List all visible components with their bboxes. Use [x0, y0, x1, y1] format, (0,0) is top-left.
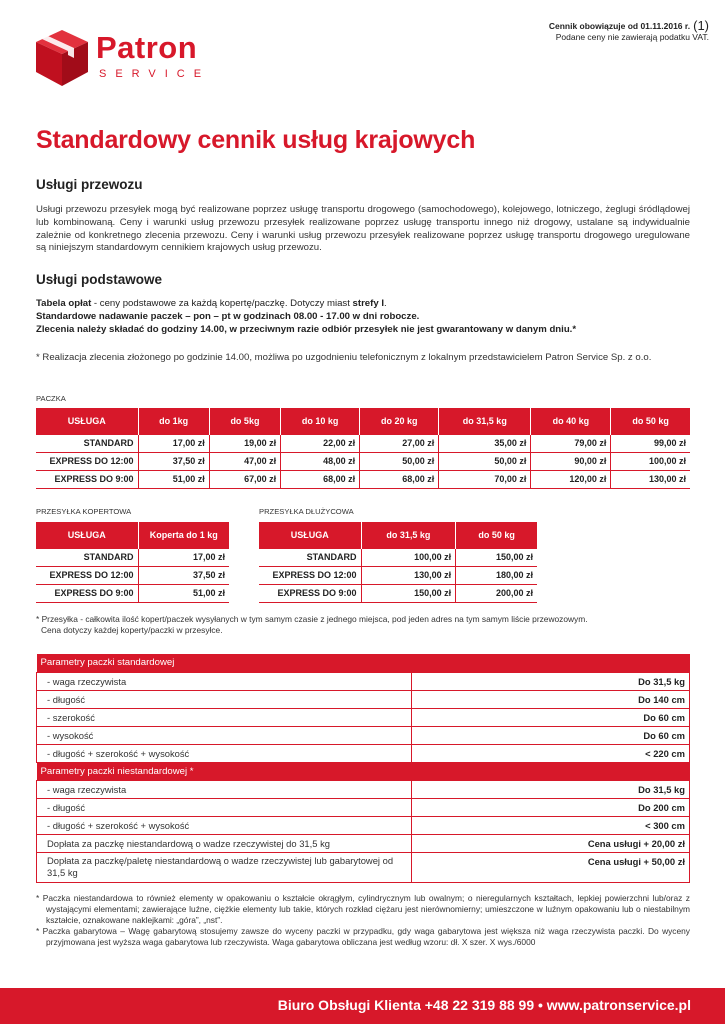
table-row	[37, 852, 690, 882]
cell: 51,00 zł	[138, 584, 229, 602]
col-header: do 10 kg	[281, 408, 360, 434]
shipment-note-line2: Cena dotyczy każdej koperty/paczki w przesyłce.	[41, 624, 223, 635]
table-row	[36, 566, 229, 584]
table-row	[37, 708, 690, 726]
table-row	[259, 566, 537, 584]
table-row	[37, 798, 690, 816]
cell: 150,00 zł	[361, 584, 456, 602]
table-row	[259, 548, 537, 566]
cell: STANDARD	[36, 548, 138, 566]
table-row	[259, 584, 537, 602]
cell: 27,00 zł	[360, 434, 439, 452]
brand-sub: SERVICE	[99, 68, 211, 80]
param-label: - wysokość	[37, 726, 412, 744]
col-header: do 5kg	[209, 408, 280, 434]
parcel-label: PACZKA	[36, 394, 66, 403]
table-row	[37, 726, 690, 744]
param-value: Do 60 cm	[412, 726, 690, 744]
cell: 17,00 zł	[138, 548, 229, 566]
cell: 68,00 zł	[281, 470, 360, 488]
cell: 120,00 zł	[531, 470, 611, 488]
table-row	[36, 548, 229, 566]
footer-bar	[0, 988, 725, 1024]
param-value: Do 31,5 kg	[412, 672, 690, 690]
order-deadline: Zlecenia należy składać do godziny 14.00, w przeciwnym razie odbiór przesyłek nie jest gwarantowany w danym dniu.*	[36, 323, 577, 335]
col-header: USŁUGA	[36, 522, 138, 548]
section-header	[37, 654, 690, 672]
parcel-price-table	[36, 408, 690, 489]
envelope-price-table	[36, 522, 229, 603]
cell: 99,00 zł	[611, 434, 690, 452]
cell: 37,50 zł	[138, 452, 209, 470]
table-row	[36, 452, 690, 470]
param-label: - długość + szerokość + wysokość	[37, 744, 412, 762]
long-price-table	[259, 522, 537, 603]
cell: 130,00 zł	[361, 566, 456, 584]
vat-note: Podane ceny nie zawierają podatku VAT.	[555, 32, 709, 42]
col-header: USŁUGA	[36, 408, 138, 434]
cell: 90,00 zł	[531, 452, 611, 470]
cell: STANDARD	[36, 434, 138, 452]
envelope-label: PRZESYŁKA KOPERTOWA	[36, 507, 132, 516]
footnotes	[36, 893, 690, 948]
zone-label: strefy I	[352, 298, 385, 309]
param-label: - długość	[37, 690, 412, 708]
transport-text: Usługi przewozu przesyłek mogą być realizowane poprzez usługę transportu drogowego (samochodowego), kolejowego, lotniczego, żeglugi śródlądowej lub kombinowaną. Ceny i warunki usług przewozu przesyłek realizowane poprzez usługę transportu innego niż drogowy, ustalane są indywidualnie zależnie od konkretnego zlecenia przewozu. Ceny i warunki usług przewozu przesyłek realizowane poprzez usługę transportu drogowego uregulowane są niniejszym standardowym cennikiem krajowych usług przewozu.	[36, 204, 690, 254]
cell: 48,00 zł	[281, 452, 360, 470]
param-label: - waga rzeczywista	[37, 780, 412, 798]
footer-contact: Biuro Obsługi Klienta +48 22 319 88 99 • www.patronservice.pl	[277, 997, 691, 1013]
cell: 100,00 zł	[361, 548, 456, 566]
cell: 79,00 zł	[531, 434, 611, 452]
col-header: USŁUGA	[259, 522, 361, 548]
param-label: - waga rzeczywista	[37, 672, 412, 690]
cell: 51,00 zł	[138, 470, 209, 488]
cell: 180,00 zł	[456, 566, 537, 584]
table-row	[37, 780, 690, 798]
cell: 17,00 zł	[138, 434, 209, 452]
shipment-note	[36, 614, 588, 636]
cell: 68,00 zł	[360, 470, 439, 488]
cell: 100,00 zł	[611, 452, 690, 470]
col-header: do 1kg	[138, 408, 209, 434]
table-row	[36, 584, 229, 602]
dimensional-weight-footnote: * Paczka gabarytowa – Wagę gabarytową stosujemy zawsze do wyceny paczki w przypadku, gdy waga gabarytowa jest większa niż waga rzeczywista paczki. Do wyceny przyjmowana jest wyższa waga gabarytowa lub rzeczywista. Waga gabarytowa obliczana jest według wzoru: dł. X szer. X wys./6000	[36, 926, 690, 947]
surcharge-value: Cena usługi + 20,00 zł	[412, 834, 690, 852]
surcharge-value: Cena usługi + 50,00 zł	[412, 852, 690, 882]
param-label: - długość	[37, 798, 412, 816]
shipment-note-line1: * Przesyłka - całkowita ilość kopert/paczek wysyłanych w tym samym czasie z jednego miejsca, pod jeden adres na tym samym liściе przewozowym.	[36, 614, 588, 624]
param-value: Do 31,5 kg	[412, 780, 690, 798]
page-title: Standardowy cennik usług krajowych	[36, 126, 476, 154]
col-header: do 31,5 kg	[439, 408, 531, 434]
param-label: - szerokość	[37, 708, 412, 726]
table-row	[37, 672, 690, 690]
col-header: do 50 kg	[611, 408, 690, 434]
surcharge-label: Dopłata za paczkę/paletę niestandardową o wadze rzeczywistej lub gabarytowej od 31,5 kg	[37, 852, 412, 882]
cell: 50,00 zł	[360, 452, 439, 470]
transport-heading: Usługi przewozu	[36, 177, 143, 192]
table-row	[37, 744, 690, 762]
parcel-parameters-table	[36, 654, 690, 883]
cell: EXPRESS DO 12:00	[259, 566, 361, 584]
cell: 150,00 zł	[456, 548, 537, 566]
cell: STANDARD	[259, 548, 361, 566]
cell: 70,00 zł	[439, 470, 531, 488]
cell: 37,50 zł	[138, 566, 229, 584]
sending-hours: Standardowe nadawanie paczek – pon – pt w godzinach 08.00 - 17.00 w dni robocze.	[36, 310, 420, 322]
param-label: - długość + szerokość + wysokość	[37, 816, 412, 834]
fees-desc: - ceny podstawowe za każdą kopertę/paczkę. Dotyczy miast	[91, 298, 353, 309]
long-label: PRZESYŁKA DŁUŻYCOWA	[259, 507, 354, 516]
cell: 130,00 zł	[611, 470, 690, 488]
table-row	[37, 834, 690, 852]
fees-end: .	[384, 298, 387, 309]
col-header: do 31,5 kg	[361, 522, 456, 548]
param-value: < 220 cm	[412, 744, 690, 762]
cell: EXPRESS DO 9:00	[36, 584, 138, 602]
standard-params-title: Parametry paczki standardowej	[37, 654, 690, 672]
col-header: do 40 kg	[531, 408, 611, 434]
page-number: (1)	[693, 18, 709, 33]
validity-note	[549, 20, 709, 43]
param-value: Do 200 cm	[412, 798, 690, 816]
cell: 50,00 zł	[439, 452, 531, 470]
cell: 47,00 zł	[209, 452, 280, 470]
cell: 35,00 zł	[439, 434, 531, 452]
param-value: < 300 cm	[412, 816, 690, 834]
basic-info	[36, 298, 690, 336]
basic-heading: Usługi podstawowe	[36, 272, 163, 287]
fees-label: Tabela opłat	[36, 298, 92, 309]
col-header: do 50 kg	[456, 522, 537, 548]
section-header	[37, 762, 690, 780]
cell: EXPRESS DO 9:00	[259, 584, 361, 602]
late-order-note: * Realizacja zlecenia złożonego po godzinie 14.00, możliwa po uzgodnieniu telefonicznym z lokalnym przedstawicielem Patron Service Sp. z o.o.	[36, 352, 652, 363]
table-row	[37, 816, 690, 834]
table-row	[36, 434, 690, 452]
nonstandard-footnote: * Paczka niestandardowa to również elementy w opakowaniu o kształcie okrągłym, cylindrycznym lub owalnym; o nieregularnych kształtach, lepkiej powierzchni lub/oraz z wystającymi elementami; zawierające luźne, ciężkie elementy lub takie, których rozkład ciężaru jest nierównomierny; umieszczone w luźnym opakowaniu lub o niestabilnym kształcie, oznakowane naklejkami: „góra”, „nst”.	[36, 893, 690, 925]
table-row	[36, 470, 690, 488]
cell: 22,00 zł	[281, 434, 360, 452]
cell: EXPRESS DO 9:00	[36, 470, 138, 488]
brand-name: Patron	[96, 30, 198, 65]
box-logo-icon	[34, 28, 90, 88]
param-value: Do 140 cm	[412, 690, 690, 708]
col-header: Koperta do 1 kg	[138, 522, 229, 548]
table-row	[37, 690, 690, 708]
col-header: do 20 kg	[360, 408, 439, 434]
cell: EXPRESS DO 12:00	[36, 452, 138, 470]
cell: EXPRESS DO 12:00	[36, 566, 138, 584]
cell: 19,00 zł	[209, 434, 280, 452]
surcharge-label: Dopłata za paczkę niestandardową o wadze rzeczywistej do 31,5 kg	[37, 834, 412, 852]
cell: 200,00 zł	[456, 584, 537, 602]
param-value: Do 60 cm	[412, 708, 690, 726]
cell: 67,00 zł	[209, 470, 280, 488]
validity-text: Cennik obowiązuje od 01.11.2016 r.	[548, 21, 691, 31]
nonstandard-params-title: Parametry paczki niestandardowej *	[37, 762, 690, 780]
